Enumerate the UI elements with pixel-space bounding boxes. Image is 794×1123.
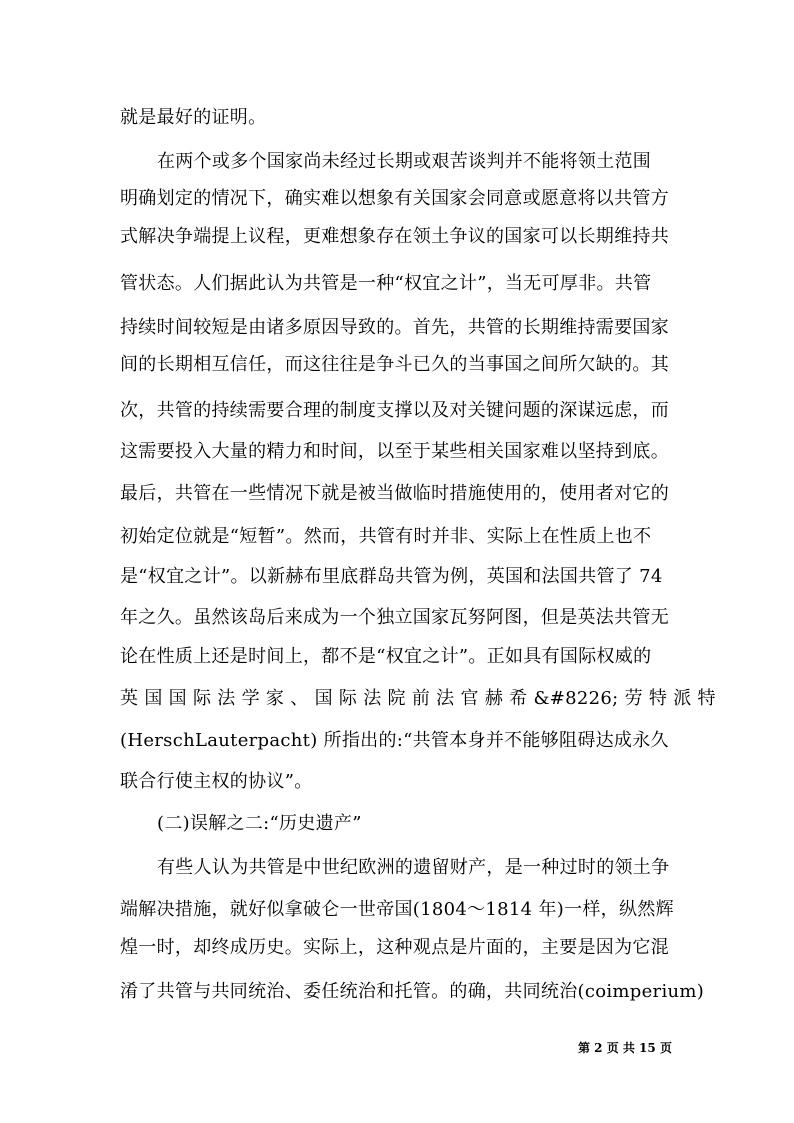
text-line: 端解决措施，就好似拿破仑一世帝国(1804～1814 年)一样，纵然辉 [120, 899, 674, 920]
text-line: 年之久。虽然该岛后来成为一个独立国家瓦努阿图，但是英法共管无 [120, 607, 669, 628]
paragraph-start-line: 有些人认为共管是中世纪欧洲的遗留财产，是一种过时的领土争 [157, 857, 670, 878]
text-line: 式解决争端提上议程，更难想象存在领土争议的国家可以长期维持共 [120, 226, 669, 247]
section-heading: (二)误解之二:“历史遗产” [157, 813, 362, 834]
text-line: 这需要投入大量的精力和时间，以至于某些相关国家难以坚持到底。 [120, 441, 669, 462]
text-line: 持续时间较短是由诸多原因导致的。首先，共管的长期维持需要国家 [120, 317, 669, 338]
paragraph-start-line: 在两个或多个国家尚未经过长期或艰苦谈判并不能将领土范围 [157, 151, 652, 172]
text-line: 论在性质上还是时间上，都不是“权宜之计”。正如具有国际权威的 [120, 646, 652, 667]
page-number-footer: 第 2 页 共 15 页 [578, 1041, 672, 1055]
text-line: 初始定位就是“短暂”。然而，共管有时并非、实际上在性质上也不 [120, 526, 652, 547]
text-line: 明确划定的情况下，确实难以想象有关国家会同意或愿意将以共管方 [120, 188, 669, 209]
text-line: 就是最好的证明。 [120, 107, 267, 128]
text-line: 英 国 国 际 法 学 家 、 国 际 法 院 前 法 官 赫 希 &#8226; 劳 特 派 特 [120, 688, 716, 709]
text-line: 最后，共管在一些情况下就是被当做临时措施使用的，使用者对它的 [120, 483, 669, 504]
text-line: 煌一时，却终成历史。实际上，这种观点是片面的，主要是因为它混 [120, 937, 669, 958]
text-line: 淆了共管与共同统治、委任统治和托管。的确，共同统治(coimperium) [120, 981, 705, 1002]
text-line: 间的长期相互信任，而这往往是争斗已久的当事国之间所欠缺的。其 [120, 354, 669, 375]
text-line: 管状态。人们据此认为共管是一种“权宜之计”，当无可厚非。共管 [120, 273, 652, 294]
text-line: 联合行使主权的协议”。 [120, 771, 313, 792]
text-line: 是“权宜之计”。以新赫布里底群岛共管为例，英国和法国共管了 74 [120, 566, 663, 587]
text-line: (HerschLauterpacht) 所指出的:“共管本身并不能够阻碍达成永久 [120, 730, 669, 751]
text-line: 次，共管的持续需要合理的制度支撑以及对关键问题的深谋远虑，而 [120, 400, 669, 421]
